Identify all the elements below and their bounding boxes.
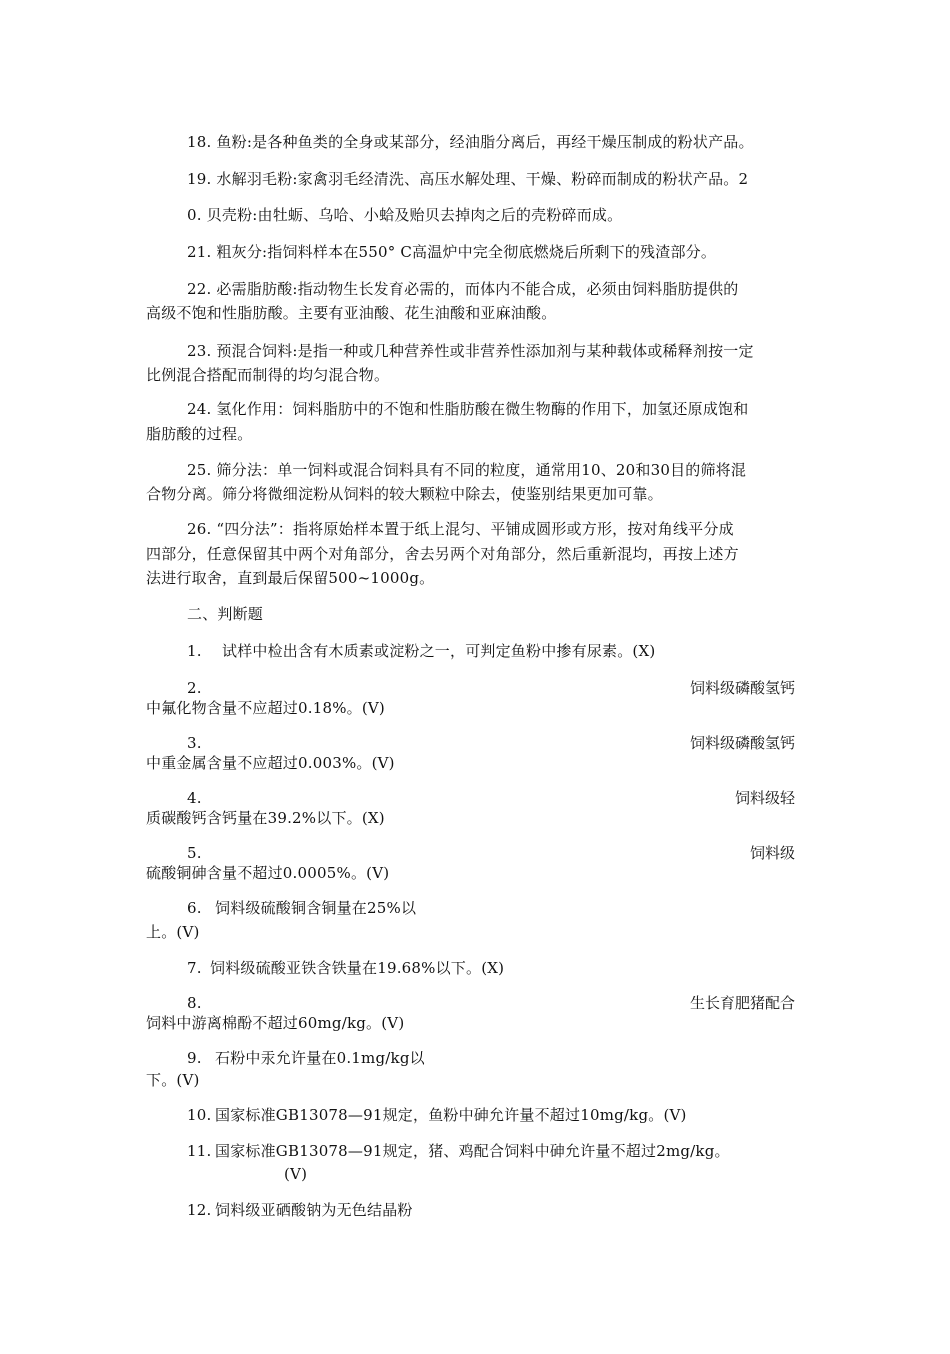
definition-25-line-1: 25. 筛分法：单一饲料或混合饲料具有不同的粒度，通常用10、20和30目的筛将混	[187, 461, 747, 479]
judgment-1-text: 试样中检出含有木质素或淀粉之一，可判定鱼粉中掺有尿素。(X)	[222, 642, 656, 660]
definition-19-line-1: 19. 水解羽毛粉:家禽羽毛经清洗、高压水解处理、干燥、粉碎而制成的粉状产品。2	[187, 170, 749, 188]
judgment-9-number: 9.	[187, 1049, 202, 1067]
judgment-3-continuation: 中重金属含量不应超过0.003%。(V)	[146, 754, 395, 772]
judgment-4-right-text: 饲料级轻	[734, 789, 795, 807]
judgment-5-number: 5.	[187, 844, 202, 862]
judgment-8-continuation: 饲料中游离棉酚不超过60mg/kg。(V)	[146, 1014, 405, 1032]
judgment-6-text: 饲料级硫酸铜含铜量在25%以	[215, 899, 417, 917]
definition-26-line-3: 法进行取舍，直到最后保留500~1000g。	[146, 569, 435, 587]
definition-23-line-2: 比例混合搭配而制得的均匀混合物。	[146, 366, 390, 384]
judgment-8-right-text: 生长育肥猪配合	[689, 994, 795, 1012]
judgment-3-number: 3.	[187, 734, 202, 752]
judgment-5-continuation: 硫酸铜砷含量不超过0.0005%。(V)	[146, 864, 390, 882]
judgment-12-number: 12.	[187, 1201, 212, 1219]
judgment-10-text: 国家标准GB13078—91规定，鱼粉中砷允许量不超过10mg/kg。(V)	[215, 1106, 687, 1124]
judgment-3-right-text: 饲料级磷酸氢钙	[689, 734, 795, 752]
definition-20-line-1: 0. 贝壳粉:由牡蛎、乌哈、小蛤及贻贝去掉肉之后的壳粉碎而成。	[187, 206, 623, 224]
judgment-11-continuation: (V)	[284, 1165, 308, 1183]
judgment-6-number: 6.	[187, 899, 202, 917]
judgment-4-continuation: 质碳酸钙含钙量在39.2%以下。(X)	[146, 809, 385, 827]
definition-26-line-1: 26. “四分法”：指将原始样本置于纸上混匀、平铺成圆形或方形，按对角线平分成	[187, 520, 734, 538]
definition-26-line-2: 四部分，任意保留其中两个对角部分，舍去另两个对角部分，然后重新混均，再按上述方	[146, 545, 739, 563]
judgment-4-number: 4.	[187, 789, 202, 807]
judgment-10-number: 10.	[187, 1106, 212, 1124]
judgment-9-continuation: 下。(V)	[146, 1071, 200, 1089]
judgment-7-text: 饲料级硫酸亚铁含铁量在19.68%以下。(X)	[210, 959, 505, 977]
definition-21-line-1: 21. 粗灰分:指饲料样本在550° C高温炉中完全彻底燃烧后所剩下的残渣部分。	[187, 243, 717, 261]
judgment-1-number: 1.	[187, 642, 202, 660]
judgment-5-right-text: 饲料级	[749, 844, 795, 862]
judgment-6-continuation: 上。(V)	[146, 923, 200, 941]
judgment-2-continuation: 中氟化物含量不应超过0.18%。(V)	[146, 699, 385, 717]
judgment-8-number: 8.	[187, 994, 202, 1012]
definition-25-line-2: 合物分离。筛分将微细淀粉从饲料的较大颗粒中除去，使鉴别结果更加可靠。	[146, 485, 663, 503]
judgment-9-text: 石粉中汞允许量在0.1mg/kg以	[215, 1049, 425, 1067]
judgment-7-number: 7.	[187, 959, 202, 977]
definition-22-line-2: 高级不饱和性脂肪酸。主要有亚油酸、花生油酸和亚麻油酸。	[146, 304, 557, 322]
judgment-11-number: 11.	[187, 1142, 212, 1160]
judgment-12-text: 饲料级亚硒酸钠为无色结晶粉	[215, 1201, 413, 1219]
definition-24-line-1: 24. 氢化作用：饲料脂肪中的不饱和性脂肪酸在微生物酶的作用下，加氢还原成饱和	[187, 400, 749, 418]
definition-24-line-2: 脂肪酸的过程。	[146, 425, 253, 443]
definition-18-line-1: 18. 鱼粉:是各种鱼类的全身或某部分，经油脂分离后，再经干燥压制成的粉状产品。	[187, 133, 754, 151]
section-heading: 二、判断题	[187, 605, 264, 623]
definition-23-line-1: 23. 预混合饲料:是指一种或几种营养性或非营养性添加剂与某种载体或稀释剂按一定	[187, 342, 754, 360]
judgment-2-number: 2.	[187, 679, 202, 697]
judgment-11-text: 国家标准GB13078—91规定，猪、鸡配合饲料中砷允许量不超过2mg/kg。	[215, 1142, 730, 1160]
judgment-2-right-text: 饲料级磷酸氢钙	[689, 679, 795, 697]
definition-22-line-1: 22. 必需脂肪酸:指动物生长发育必需的，而体内不能合成，必须由饲料脂肪提供的	[187, 280, 739, 298]
